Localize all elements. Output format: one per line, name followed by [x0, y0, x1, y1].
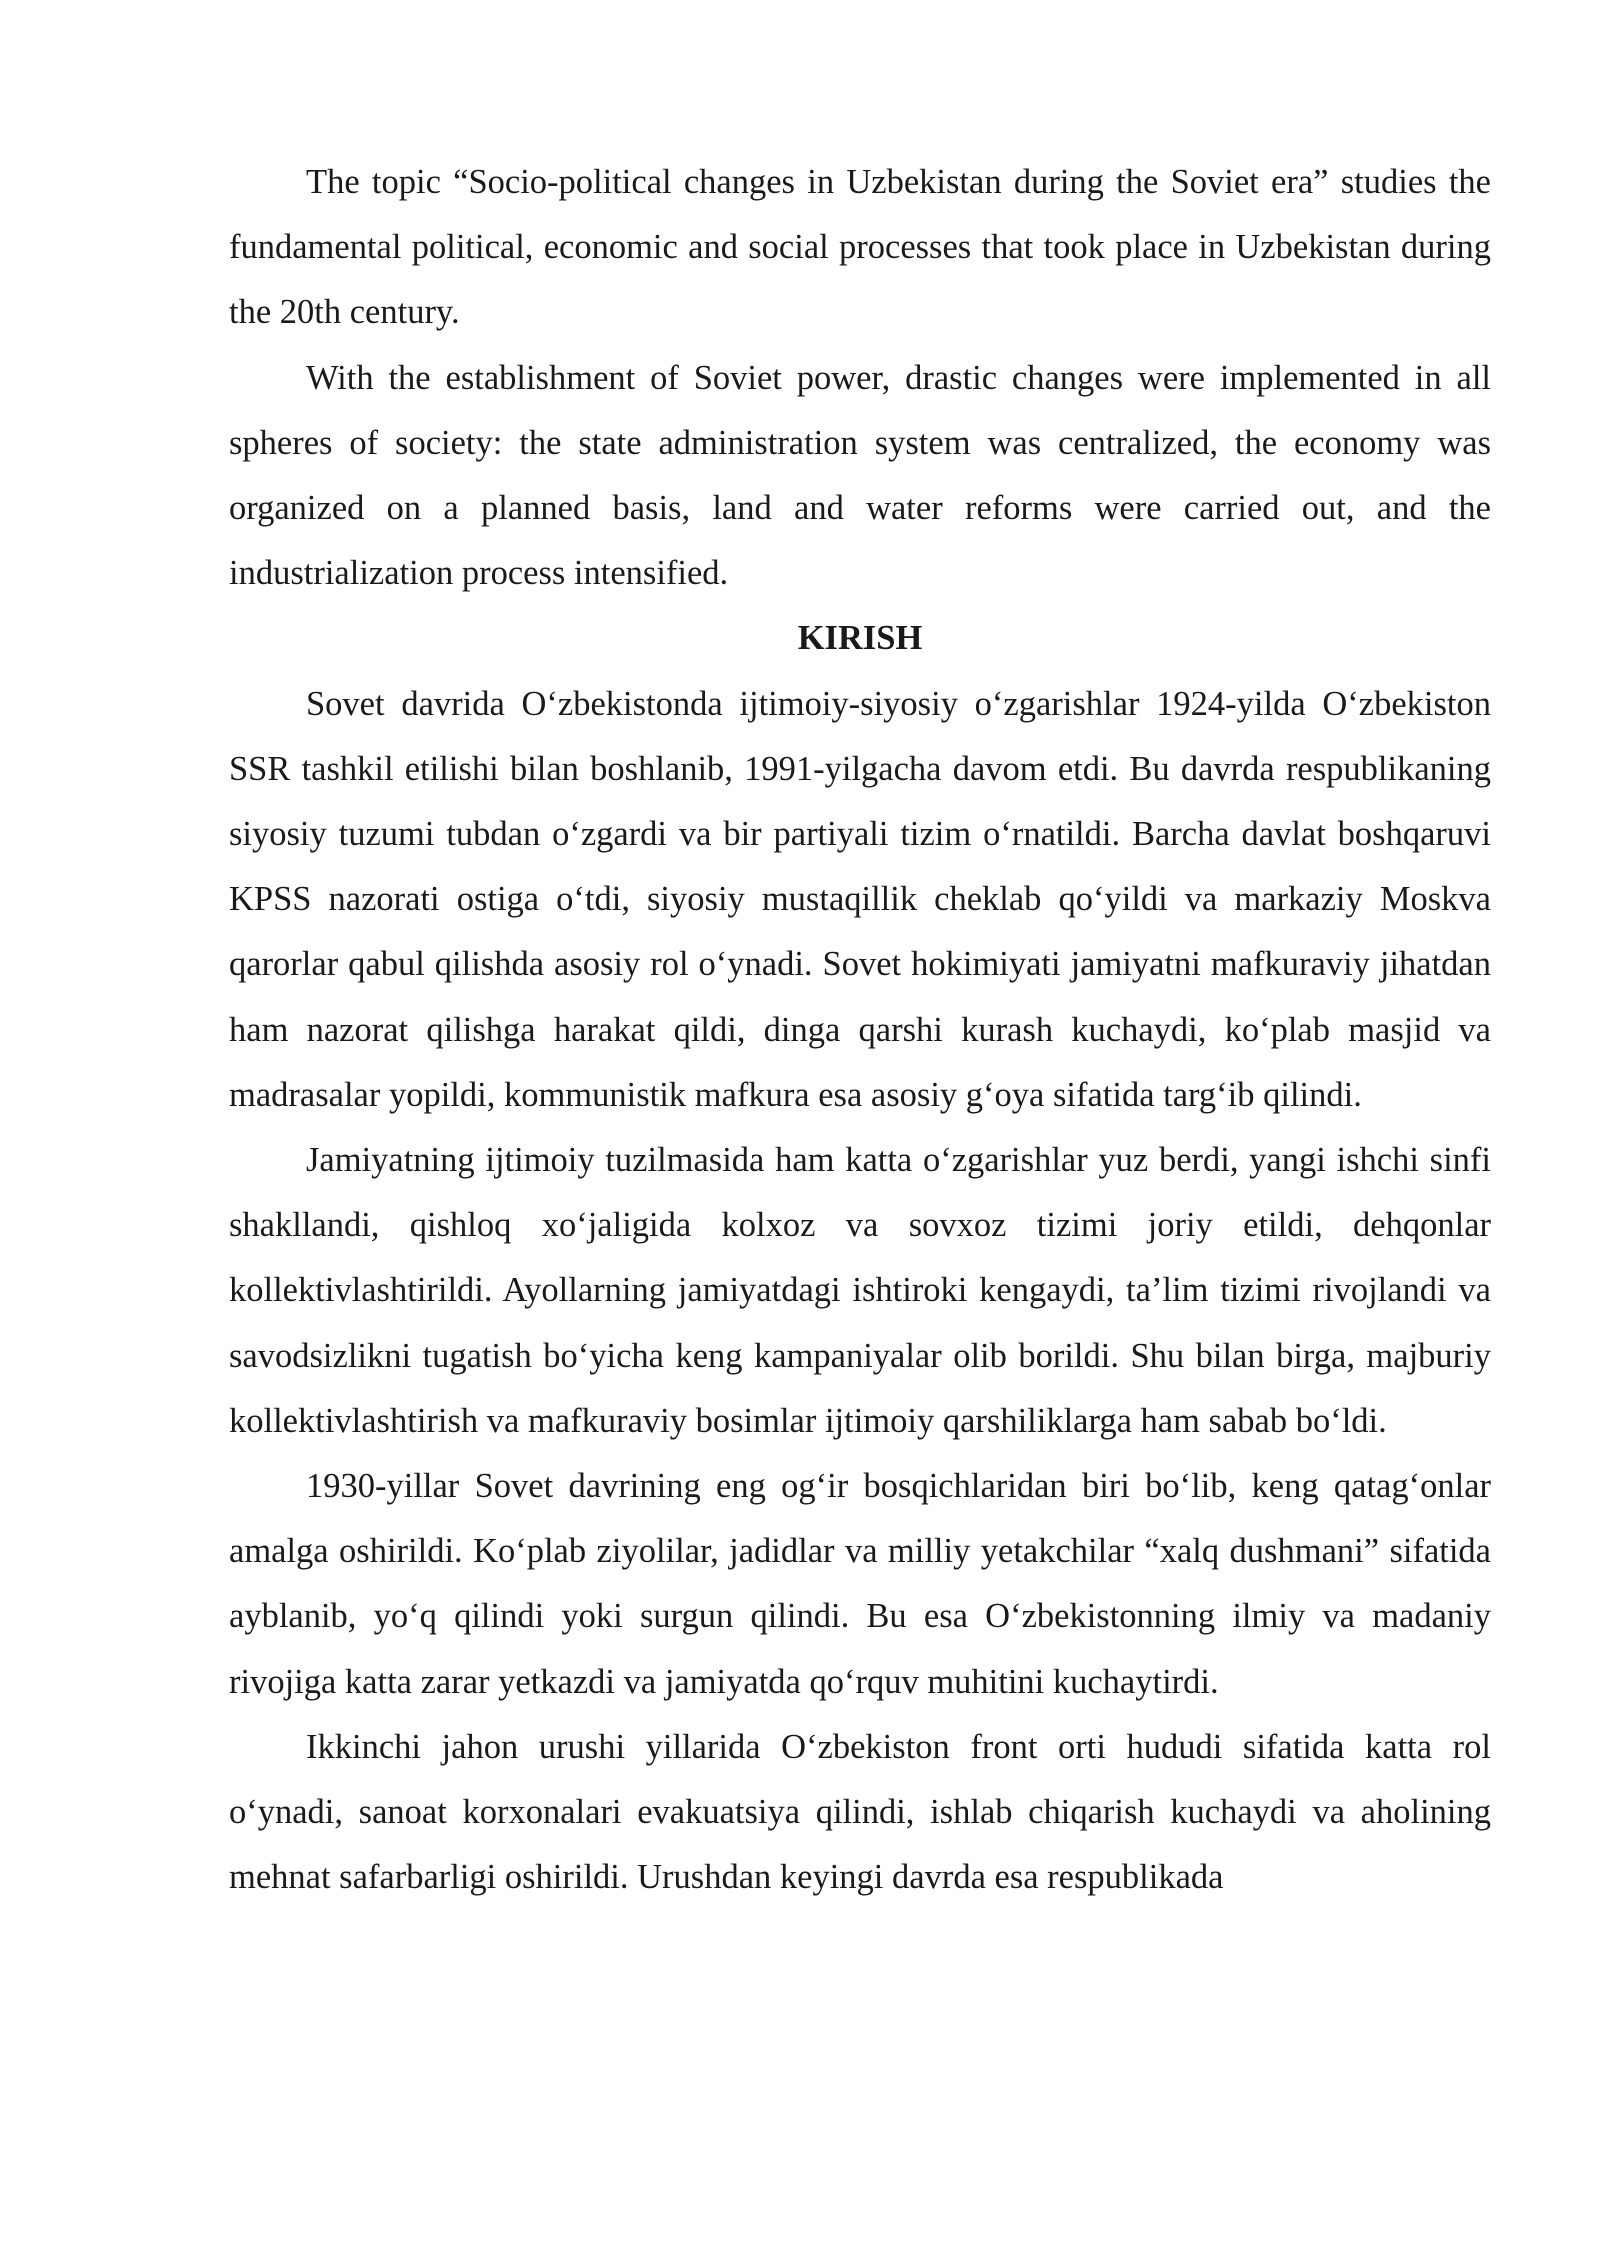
intro-paragraph-1: The topic “Socio-political changes in Uzbekistan during the Soviet era” studies the fundamental political, economic and social processes that took place in Uzbekistan during the 20th century.	[229, 163, 1491, 332]
intro-paragraph-2: With the establishment of Soviet power, drastic changes were implemented in all spheres of society: the state administration system was centralized, the economy was organized on a planned basis, land and water reforms were carried out, and the industrialization process intensified.	[229, 358, 1491, 593]
section-heading: KIRISH	[797, 619, 923, 658]
body-paragraph-1: Sovet davrida O‘zbekistonda ijtimoiy-siyosiy o‘zgarishlar 1924-yilda O‘zbekiston SSR tashkil etilishi bilan boshlanib, 1991-yilgacha davom etdi. Bu davrda respublikaning siyosiy tuzumi tubdan o‘zgardi va bir partiyali tizim o‘rnatildi. Barcha davlat boshqaruvi KPSS nazorati ostiga o‘tdi, siyosiy mustaqillik cheklab qo‘yildi va markaziy Moskva qarorlar qabul qilishda asosiy rol o‘ynadi. Sovet hokimiyati jamiyatni mafkuraviy jihatdan ham nazorat qilishga harakat qildi, dinga qarshi kurash kuchaydi, ko‘plab masjid va madrasalar yopildi, kommunistik mafkura esa asosiy g‘oya sifatida targ‘ib qilindi.	[229, 684, 1491, 1114]
body-paragraph-4: Ikkinchi jahon urushi yillarida O‘zbekiston front orti hududi sifatida katta rol o‘ynadi, sanoat korxonalari evakuatsiya qilindi, ishlab chiqarish kuchaydi va aholining mehnat safarbarligi oshirildi. Urushdan keyingi davrda esa respublikada	[229, 1727, 1491, 1897]
body-paragraph-3: 1930-yillar Sovet davrining eng og‘ir bosqichlaridan biri bo‘lib, keng qatag‘onlar amalga oshirildi. Ko‘plab ziyolilar, jadidlar va milliy yetakchilar “xalq dushmani” sifatida ayblanib, yo‘q qilindi yoki surgun qilindi. Bu esa O‘zbekistonning ilmiy va madaniy rivojiga katta zarar yetkazdi va jamiyatda qo‘rquv muhitini kuchaytirdi.	[229, 1467, 1491, 1701]
body-paragraph-2: Jamiyatning ijtimoiy tuzilmasida ham katta o‘zgarishlar yuz berdi, yangi ishchi sinfi shakllandi, qishloq xo‘jaligida kolxoz va sovxoz tizimi joriy etildi, dehqonlar kollektivlashtirildi. Ayollarning jamiyatdagi ishtiroki kengaydi, ta’lim tizimi rivojlandi va savodsizlikni tugatish bo‘yicha keng kampaniyalar olib borildi. Shu bilan birga, majburiy kollektivlashtirish va mafkuraviy bosimlar ijtimoiy qarshiliklarga ham sabab bo‘ldi.	[229, 1141, 1491, 1440]
document-body	[229, 150, 1491, 1910]
